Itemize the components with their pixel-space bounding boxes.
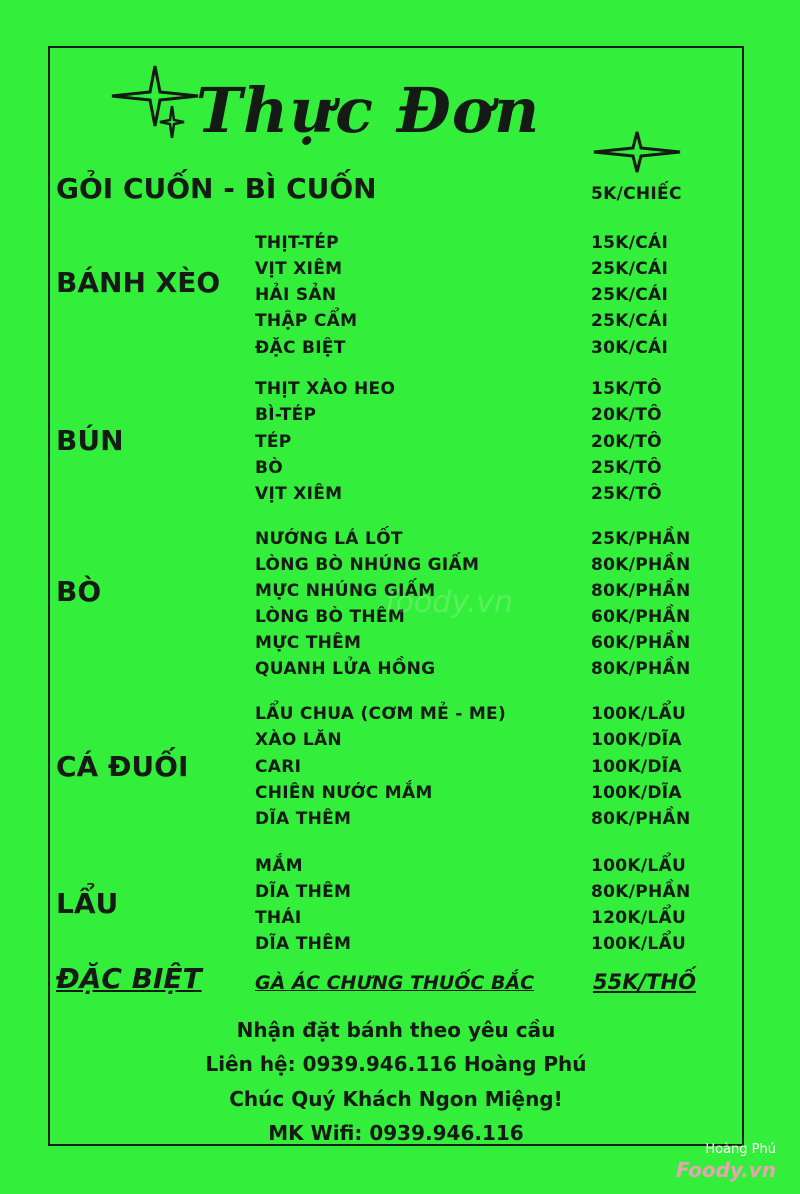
menu-title: Thực Đơn (196, 74, 541, 147)
menu-item-price: 120K/LẨU (591, 908, 687, 928)
section-lau: LẨU (56, 887, 119, 920)
menu-item-price: 80K/PHẦN (591, 581, 691, 601)
footer-greeting: Chúc Quý Khách Ngon Miệng! (229, 1087, 563, 1111)
menu-item-price: 25K/CÁI (591, 259, 669, 279)
menu-item-price: 100K/DĨA (591, 783, 682, 803)
menu-item: DĨA THÊM (255, 934, 352, 954)
menu-item-price: 25K/PHẦN (591, 529, 691, 549)
menu-item-price: 20K/TÔ (591, 405, 662, 425)
menu-item-price: 100K/DĨA (591, 730, 682, 750)
footer-contact: Liên hệ: 0939.946.116 Hoàng Phú (205, 1052, 587, 1076)
section-bun: BÚN (56, 424, 124, 457)
section-bo: BÒ (56, 575, 102, 608)
menu-item: DĨA THÊM (255, 809, 352, 829)
sparkle-star-icon (110, 62, 200, 142)
section-dac-biet: ĐẶC BIỆT (56, 962, 202, 995)
menu-item-price: 80K/PHẦN (591, 659, 691, 679)
menu-item: BÌ-TÉP (255, 405, 317, 425)
menu-item-price: 100K/LẨU (591, 934, 687, 954)
menu-item: LÒNG BÒ THÊM (255, 607, 406, 627)
menu-item: THỊT XÀO HEO (255, 379, 396, 399)
menu-item: MỰC NHÚNG GIẤM (255, 581, 436, 601)
menu-item: XÀO LĂN (255, 730, 342, 750)
footer-order-note: Nhận đặt bánh theo yêu cầu (236, 1018, 556, 1042)
menu-item: MỰC THÊM (255, 633, 362, 653)
menu-item-price: 100K/DĨA (591, 757, 682, 777)
section-banh-xeo: BÁNH XÈO (56, 266, 221, 299)
special-item: GÀ ÁC CHƯNG THUỐC BẮC (255, 972, 535, 994)
goi-cuon-price: 5K/CHIẾC (591, 184, 682, 204)
menu-item-price: 80K/PHẦN (591, 555, 691, 575)
menu-item: THẬP CẨM (255, 311, 358, 331)
menu-item: LẨU CHUA (CƠM MẺ - ME) (255, 704, 507, 724)
menu-item-price: 20K/TÔ (591, 432, 662, 452)
menu-item-price: 25K/CÁI (591, 311, 669, 331)
menu-item: NƯỚNG LÁ LỐT (255, 529, 403, 549)
menu-item: VỊT XIÊM (255, 259, 343, 279)
menu-item-price: 80K/PHẦN (591, 882, 691, 902)
menu-item-price: 15K/TÔ (591, 379, 662, 399)
menu-item: VỊT XIÊM (255, 484, 343, 504)
menu-item: THỊT-TÉP (255, 233, 339, 253)
menu-item: DĨA THÊM (255, 882, 352, 902)
menu-item: BÒ (255, 458, 284, 478)
menu-item: QUANH LỬA HỒNG (255, 659, 436, 679)
section-goi-cuon: GỎI CUỐN - BÌ CUỐN (56, 172, 377, 205)
photo-credit-name: Hoàng Phú (705, 1142, 776, 1157)
menu-item-price: 15K/CÁI (591, 233, 669, 253)
menu-item-price: 25K/TÔ (591, 458, 662, 478)
menu-item-price: 25K/TÔ (591, 484, 662, 504)
menu-item-price: 100K/LẨU (591, 704, 687, 724)
menu-item-price: 60K/PHẦN (591, 633, 691, 653)
menu-item-price: 60K/PHẦN (591, 607, 691, 627)
menu-item: MẮM (255, 856, 303, 876)
menu-item-price: 30K/CÁI (591, 338, 669, 358)
menu-item-price: 25K/CÁI (591, 285, 669, 305)
menu-item: ĐẶC BIỆT (255, 338, 346, 358)
menu-item-price: 100K/LẨU (591, 856, 687, 876)
special-item-price: 55K/THỐ (593, 970, 696, 994)
foody-logo: Foody.vn (676, 1158, 776, 1182)
menu-item: TÉP (255, 432, 292, 452)
menu-item: CHIÊN NƯỚC MẮM (255, 783, 433, 803)
foody-watermark: foody.vn (385, 585, 514, 620)
menu-item: CARI (255, 757, 302, 777)
menu-item: LÒNG BÒ NHÚNG GIẤM (255, 555, 480, 575)
menu-item: HẢI SẢN (255, 285, 337, 305)
menu-item: THÁI (255, 908, 302, 928)
section-ca-duoi: CÁ ĐUỐI (56, 750, 189, 783)
menu-item-price: 80K/PHẦN (591, 809, 691, 829)
footer-wifi: MK Wifi: 0939.946.116 (268, 1121, 524, 1145)
